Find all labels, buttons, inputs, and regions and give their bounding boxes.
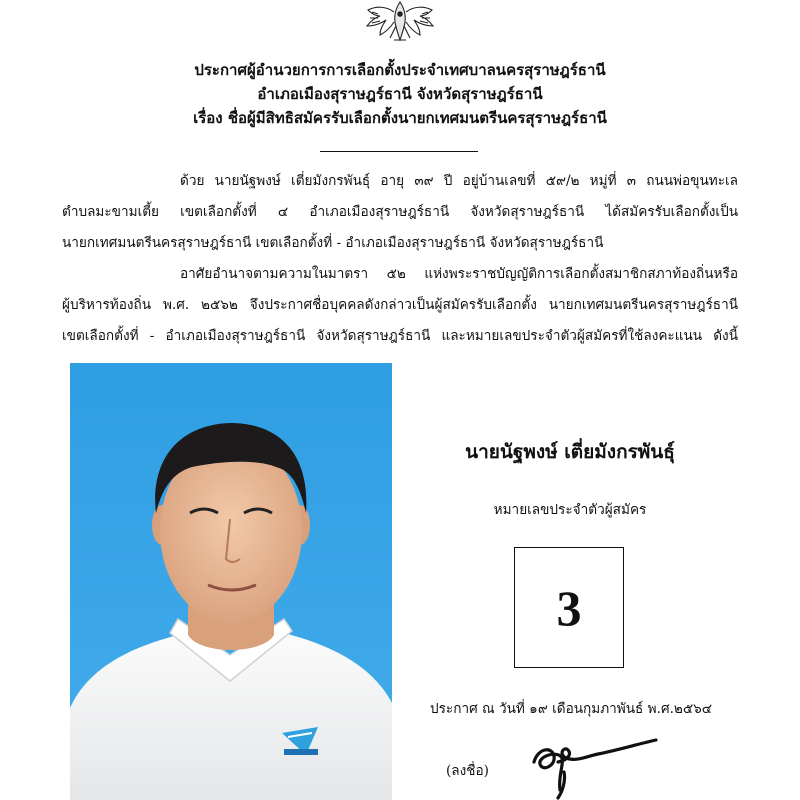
header-title-line1: ประกาศผู้อำนวยการการเลือกตั้งประจำเทศบาลนครสุราษฎร์ธานี — [194, 61, 606, 79]
body-paragraph-1-line-3: นายกเทศมนตรีนครสุราษฎร์ธานี เขตเลือกตั้งที่ - อำเภอเมืองสุราษฎร์ธานี จังหวัดสุราษฎร์ธานี — [62, 235, 604, 251]
header-divider — [320, 151, 478, 152]
garuda-emblem-icon — [350, 0, 450, 42]
candidate-name: นายนัฐพงษ์ เตี่ยมังกรพันธุ์ — [465, 441, 675, 463]
announcement-date: ประกาศ ณ วันที่ ๑๙ เดือนกุมภาพันธ์ พ.ศ.๒๕๖๔ — [430, 701, 713, 717]
body-paragraph-1-line-1: ด้วย นายนัฐพงษ์ เตี่ยมังกรพันธุ์ อายุ ๓๙ ปี อยู่บ้านเลขที่ ๕๙/๒ หมู่ที่ ๓ ถนนพ่อขุนทะเล — [180, 173, 738, 189]
announcement-header — [0, 58, 800, 130]
body-paragraph-2-line-2: ผู้บริหารท้องถิ่น พ.ศ. ๒๕๖๒ จึงประกาศชื่อบุคคลดังกล่าวเป็นผู้สมัครรับเลือกตั้ง นายกเทศมนตรีนครสุราษฎร์ธานี — [62, 297, 738, 313]
candidate-number-label: หมายเลขประจำตัวผู้สมัคร — [493, 502, 647, 518]
header-subject-line: เรื่อง ชื่อผู้มีสิทธิสมัครรับเลือกตั้งนายกเทศมนตรีนครสุราษฎร์ธานี — [193, 109, 607, 127]
candidate-number-box — [514, 547, 624, 668]
body-paragraph-2-line-1: อาศัยอำนาจตามความในมาตรา ๕๒ แห่งพระราชบัญญัติการเลือกตั้งสมาชิกสภาท้องถิ่นหรือ — [180, 266, 738, 282]
body-paragraph-1 — [62, 166, 738, 259]
candidate-number: 3 — [556, 579, 582, 636]
header-title-line2: อำเภอเมืองสุราษฎร์ธานี จังหวัดสุราษฎร์ธานี — [257, 85, 543, 103]
body-paragraph-2 — [62, 259, 738, 352]
body-paragraph-2-line-3: เขตเลือกตั้งที่ - อำเภอเมืองสุราษฎร์ธานี จังหวัดสุราษฎร์ธานี และหมายเลขประจำตัวผู้สมัครที่ใช้ลงคะแนน ดังนี้ — [62, 328, 738, 344]
handwritten-signature — [528, 732, 663, 800]
body-paragraph-1-line-2: ตำบลมะขามเตี้ย เขตเลือกตั้งที่ ๔ อำเภอเมืองสุราษฎร์ธานี จังหวัดสุราษฎร์ธานี ได้สมัครรับเลือกตั้งเป็น — [62, 204, 738, 220]
candidate-photo — [70, 363, 392, 800]
candidate-portrait-illustration — [70, 363, 392, 800]
signature-label: (ลงชื่อ) — [446, 763, 489, 779]
